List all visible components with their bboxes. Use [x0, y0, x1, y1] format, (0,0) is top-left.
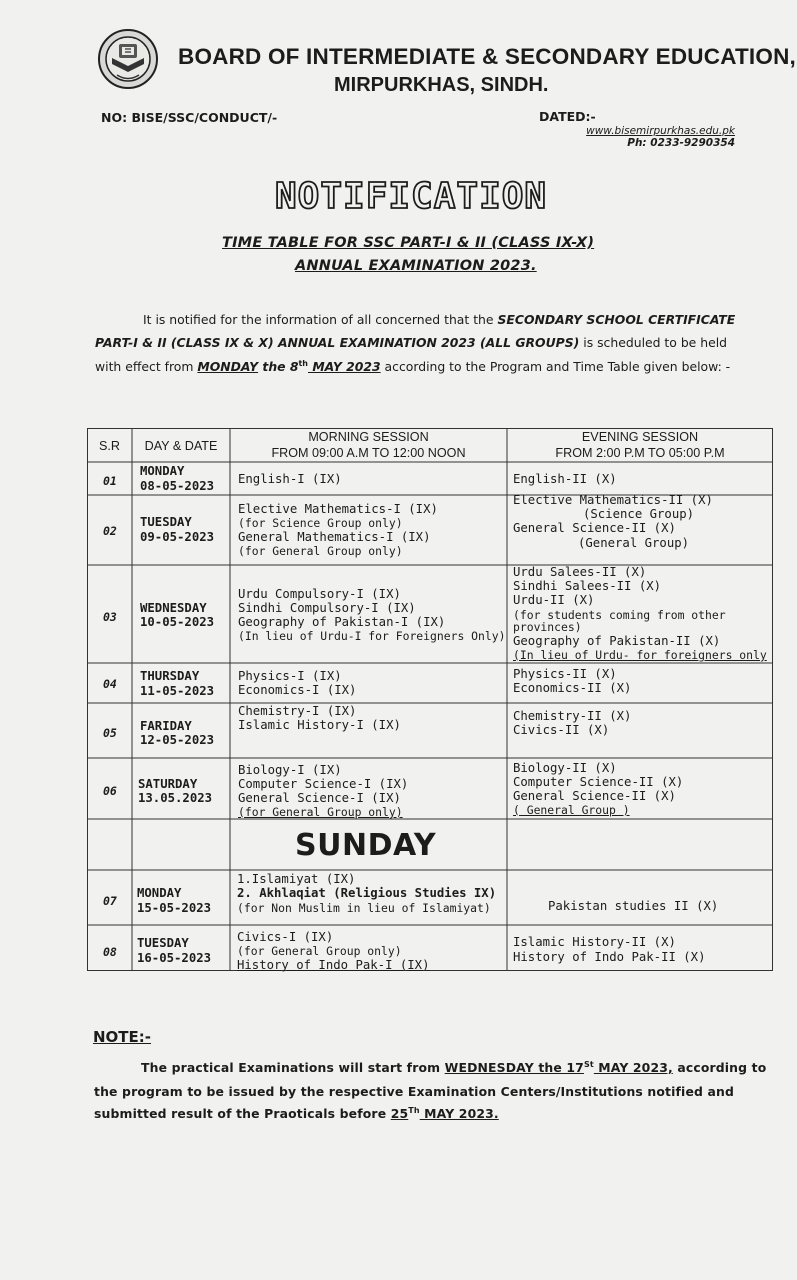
evening-paper: Pakistan studies II (X) — [548, 899, 719, 913]
morning-paper: Islamic History-I (IX) — [238, 718, 401, 732]
note-line-1 — [141, 1060, 766, 1075]
ordinal-suffix: Th — [408, 1106, 420, 1115]
practical-start-day: WEDNESDAY the 17 — [444, 1060, 584, 1076]
row-date: 08-05-2023 — [140, 479, 215, 493]
evening-paper: General Science-II (X) — [513, 521, 676, 535]
row-day: TUESDAY — [137, 936, 189, 950]
phone-number: Ph: 0233-9290354 — [627, 137, 735, 149]
intro-text: It is notified for the information of all concerned that the — [143, 312, 498, 327]
notification-title: NOTIFICATION — [275, 176, 548, 217]
sunday-holiday-label: SUNDAY — [295, 828, 437, 863]
morning-paper-note: (for General Group only) — [238, 805, 403, 819]
board-city: MIRPURKHAS, SINDH. — [334, 74, 549, 96]
row-day: TUESDAY — [140, 515, 192, 529]
evening-paper-note: (Science Group) — [583, 507, 695, 521]
evening-paper-note: ( General Group ) — [513, 803, 630, 817]
timetable-subtitle: TIME TABLE FOR SSC PART-I & II (CLASS IX-X) — [222, 235, 595, 251]
column-header-day-date: DAY & DATE — [144, 439, 218, 453]
morning-paper: General Science-I (IX) — [238, 791, 401, 805]
row-serial: 07 — [103, 894, 117, 908]
morning-paper: Civics-I (IX) — [237, 930, 334, 944]
evening-paper: Physics-II (X) — [513, 667, 617, 681]
morning-paper: Sindhi Compulsory-I (IX) — [238, 601, 416, 615]
row-serial: 01 — [103, 474, 117, 488]
row-day: MONDAY — [140, 464, 185, 478]
evening-paper-note: provinces) — [513, 620, 582, 634]
evening-session-time: FROM 2:00 P.M TO 05:00 P.M — [555, 446, 725, 460]
intro-text: with effect from — [95, 359, 198, 375]
morning-paper: History of Indo Pak-I (IX) — [237, 958, 430, 972]
row-date: 15-05-2023 — [137, 901, 212, 915]
morning-paper-note: (for General Group only) — [238, 544, 403, 558]
start-date: MAY 2023 — [308, 359, 381, 375]
row-serial: 04 — [103, 677, 117, 691]
row-serial: 03 — [103, 610, 117, 624]
row-date: 12-05-2023 — [140, 733, 215, 747]
intro-line-3 — [95, 359, 730, 374]
row-serial: 06 — [103, 784, 117, 798]
morning-paper: Biology-I (IX) — [238, 763, 342, 777]
morning-session-time: FROM 09:00 A.M TO 12:00 NOON — [271, 446, 466, 460]
row-day: THURSDAY — [140, 669, 200, 683]
intro-text: is scheduled to be held — [579, 335, 728, 350]
evening-paper: Chemistry-II (X) — [513, 709, 632, 723]
result-deadline-day: 25 — [390, 1106, 409, 1122]
morning-paper: Computer Science-I (IX) — [238, 777, 409, 791]
evening-paper: Islamic History-II (X) — [513, 935, 676, 949]
note-text: submitted result of the Praoticals before — [94, 1106, 391, 1122]
note-text: The practical Examinations will start from — [141, 1060, 445, 1076]
morning-paper-note: (In lieu of Urdu-I for Foreigners Only) — [238, 629, 506, 643]
column-header-morning: MORNING SESSION — [308, 430, 429, 444]
column-header-evening: EVENING SESSION — [581, 430, 699, 444]
intro-emphasis: the 8 — [258, 359, 299, 375]
exam-year-subtitle: ANNUAL EXAMINATION 2023. — [295, 258, 537, 274]
intro-emphasis: PART-I & II (CLASS IX & X) ANNUAL EXAMINATION 2023 (ALL GROUPS) — [95, 335, 580, 350]
morning-paper-note: (for General Group only) — [237, 944, 402, 958]
website-link[interactable]: www.bisemirpurkhas.edu.pk — [586, 125, 735, 137]
row-serial: 08 — [103, 945, 117, 959]
morning-paper-note: (for Non Muslim in lieu of Islamiyat) — [237, 901, 491, 915]
evening-paper: Sindhi Salees-II (X) — [513, 579, 662, 593]
evening-paper-note: (In lieu of Urdu- for foreigners only — [513, 648, 767, 662]
dated-label: DATED:- — [539, 109, 596, 124]
evening-paper: Biology-II (X) — [513, 761, 617, 775]
row-serial: 05 — [103, 726, 117, 740]
note-line-3 — [94, 1106, 499, 1121]
intro-text: according to the Program and Time Table given below: - — [380, 359, 731, 375]
intro-line-1 — [143, 312, 735, 327]
evening-paper-note: (for students coming from other — [513, 608, 726, 622]
result-deadline-date: MAY 2023. — [419, 1106, 499, 1122]
evening-paper: Economics-II (X) — [513, 681, 632, 695]
note-text: according to — [672, 1060, 767, 1076]
morning-paper: Urdu Compulsory-I (IX) — [238, 587, 401, 601]
board-logo-seal — [97, 28, 159, 90]
row-date: 13.05.2023 — [138, 791, 213, 805]
row-day: FARIDAY — [140, 719, 192, 733]
morning-paper: Geography of Pakistan-I (IX) — [238, 615, 446, 629]
row-date: 11-05-2023 — [140, 684, 215, 698]
ordinal-suffix: St — [583, 1060, 594, 1069]
evening-paper: General Science-II (X) — [513, 789, 676, 803]
ordinal-suffix: th — [298, 359, 309, 368]
morning-paper: English-I (IX) — [238, 472, 342, 486]
evening-paper: Civics-II (X) — [513, 723, 610, 737]
morning-paper: General Mathematics-I (IX) — [238, 530, 431, 544]
evening-paper: Computer Science-II (X) — [513, 775, 684, 789]
morning-paper: 1.Islamiyat (IX) — [237, 872, 356, 886]
evening-paper-note: (General Group) — [578, 536, 690, 550]
note-line-2: the program to be issued by the respective Examination Centers/Institutions notified and — [94, 1084, 734, 1099]
evening-paper: Elective Mathematics-II (X) — [513, 493, 713, 507]
start-day: MONDAY — [197, 359, 259, 375]
board-name: BOARD OF INTERMEDIATE & SECONDARY EDUCATION, — [178, 44, 796, 69]
column-header-sr: S.R — [99, 439, 120, 453]
intro-emphasis: SECONDARY SCHOOL CERTIFICATE — [497, 312, 736, 327]
evening-paper: Urdu Salees-II (X) — [513, 565, 647, 579]
row-serial: 02 — [103, 524, 117, 538]
row-day: SATURDAY — [138, 777, 198, 791]
morning-paper: 2. Akhlaqiat (Religious Studies IX) — [237, 886, 497, 900]
row-day: WEDNESDAY — [140, 601, 207, 615]
row-date: 09-05-2023 — [140, 530, 215, 544]
evening-paper: English-II (X) — [513, 472, 617, 486]
morning-paper: Chemistry-I (IX) — [238, 704, 357, 718]
note-heading: NOTE:- — [93, 1028, 152, 1046]
morning-paper: Physics-I (IX) — [238, 669, 342, 683]
row-date: 10-05-2023 — [140, 615, 215, 629]
evening-paper: Geography of Pakistan-II (X) — [513, 634, 721, 648]
row-date: 16-05-2023 — [137, 951, 212, 965]
evening-paper: Urdu-II (X) — [513, 593, 595, 607]
evening-paper: History of Indo Pak-II (X) — [513, 950, 706, 964]
intro-line-2 — [95, 335, 727, 350]
morning-paper: Elective Mathematics-I (IX) — [238, 502, 438, 516]
row-day: MONDAY — [137, 886, 182, 900]
morning-paper: Economics-I (IX) — [238, 683, 357, 697]
reference-number: NO: BISE/SSC/CONDUCT/- — [101, 110, 278, 125]
morning-paper-note: (for Science Group only) — [238, 516, 403, 530]
practical-start-date: MAY 2023, — [593, 1060, 673, 1076]
